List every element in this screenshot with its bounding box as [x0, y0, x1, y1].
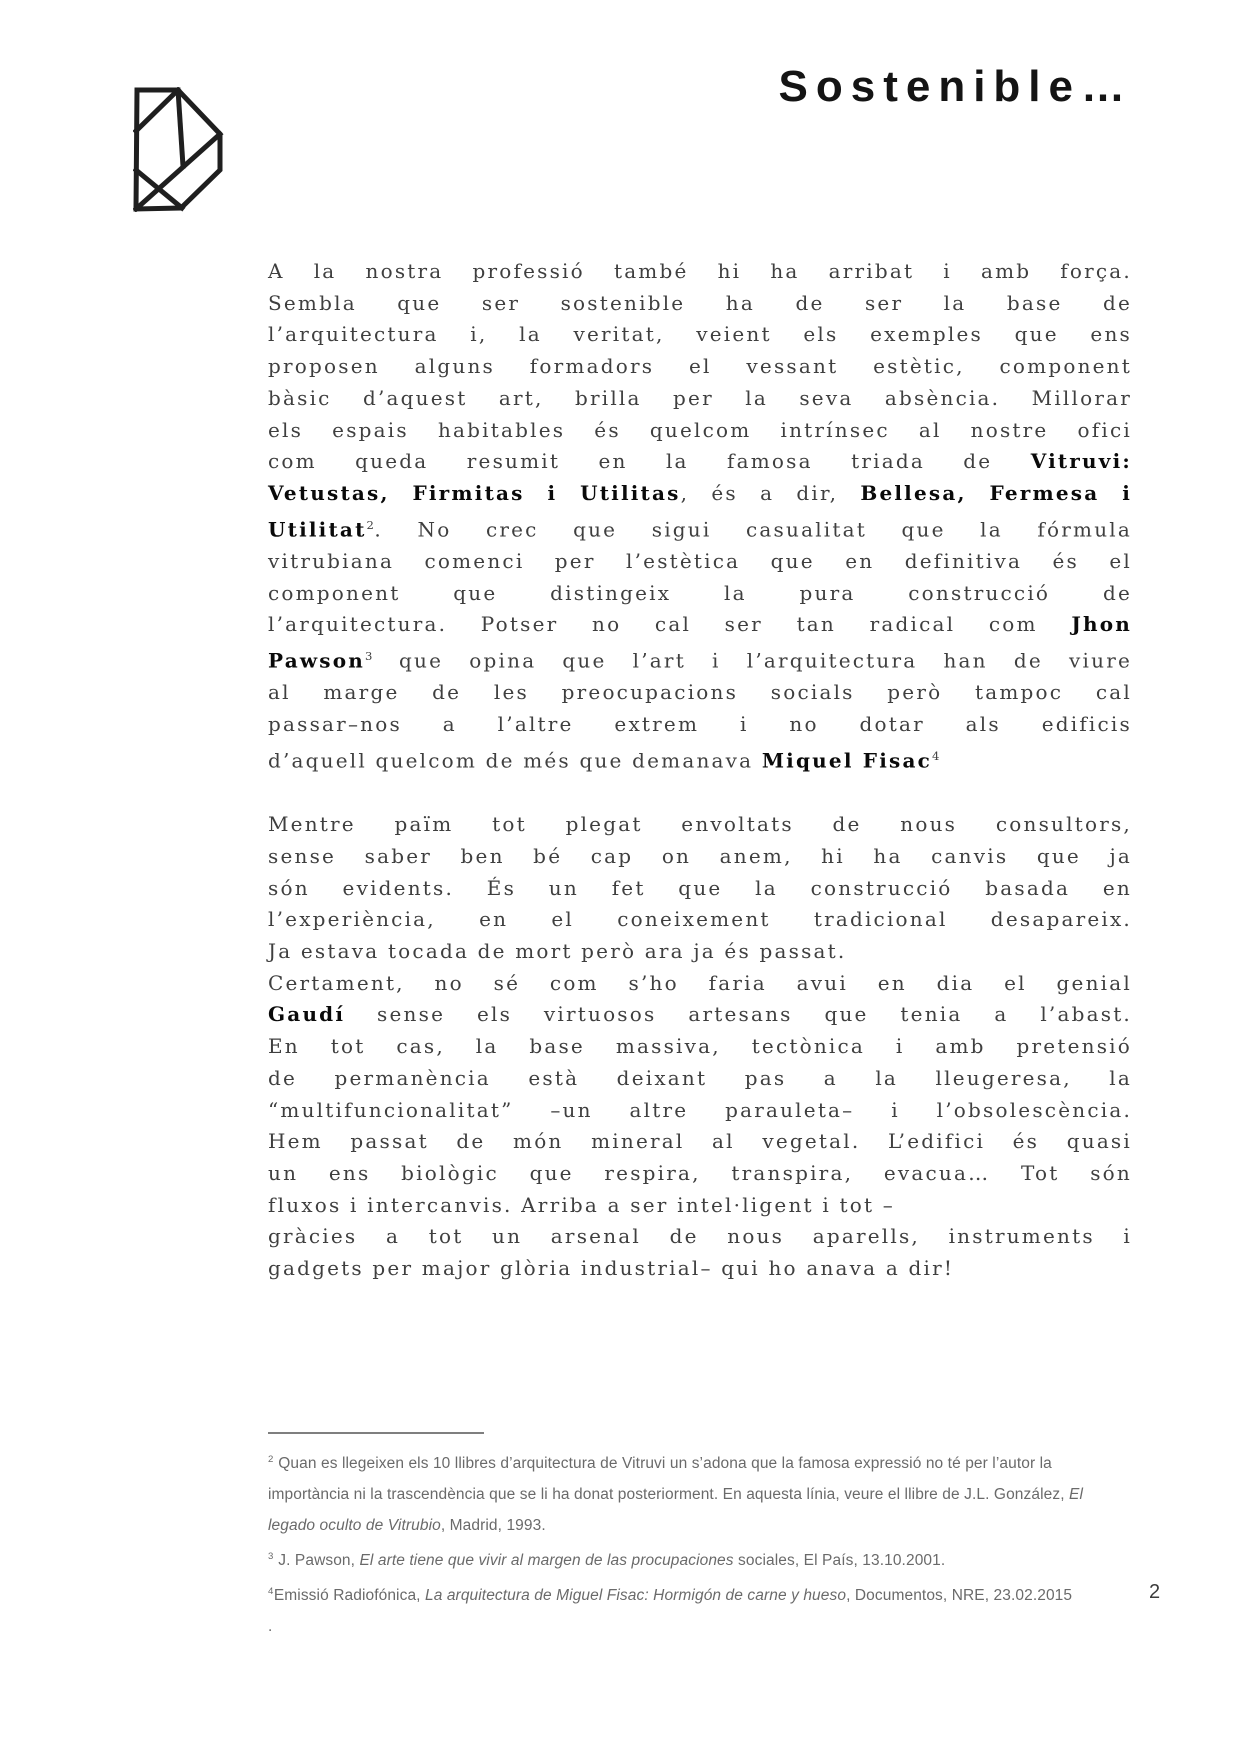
text-segment: A la nostra professió també hi ha arribat i amb força.: [268, 259, 1132, 283]
footnote: [268, 1576, 1134, 1611]
text-segment: gràcies a tot un arsenal de nous aparells, instruments i: [268, 1224, 1132, 1249]
text-segment: Quan es llegeixen els 10 llibres d’arquitectura de Vitruvi un s’adona que la famosa expressió no té per l’autor la importància ni la trascendència que se li ha donat posteriorment. En aquesta línia, veure el llibre de J.L. González,: [268, 1455, 1070, 1504]
text-line: [268, 288, 1132, 320]
body-text: [268, 256, 1132, 1285]
text-segment: que opina que l’art i l’arquitectura han de viure: [372, 648, 1132, 673]
text-segment: al marge de les preocupacions socials però tampoc cal: [268, 680, 1132, 705]
text-segment: , Documentos, NRE, 23.02.2015: [846, 1587, 1073, 1605]
text-line: [268, 1190, 1132, 1222]
emphasized-text: Miquel Fisac: [761, 748, 932, 773]
paragraph: [268, 809, 1132, 1285]
footnote: [268, 1444, 1134, 1541]
text-line: [268, 446, 1132, 478]
text-segment: “multifuncionalitat” –un altre parauleta– i l’obsolescència.: [268, 1097, 1132, 1122]
paragraph: [268, 256, 1132, 777]
text-segment: sense saber ben bé cap on anem, hi ha canvis que ja: [268, 843, 1132, 868]
page-title: Sostenible…: [778, 62, 1133, 111]
text-segment: .: [268, 1618, 273, 1636]
text-segment: component que distingeix la pura construcció de: [268, 580, 1132, 605]
footnotes: [268, 1444, 1134, 1642]
text-line: [268, 841, 1132, 873]
text-line: [268, 319, 1132, 351]
text-segment: proposen alguns formadors el vessant estètic, component: [268, 354, 1132, 379]
emphasized-text: Bellesa, Fermesa i: [860, 480, 1132, 505]
text-line: [268, 1031, 1132, 1063]
text-segment: són evidents. És un fet que la construcció basada en: [268, 875, 1132, 900]
text-segment: els espais habitables és quelcom intrínsec al nostre ofici: [268, 417, 1132, 442]
text-line: [268, 1221, 1132, 1253]
text-segment: fluxos i intercanvis. Arriba a ser intel·ligent i tot –: [268, 1192, 895, 1217]
page-number: 2: [1149, 1581, 1161, 1603]
text-segment: . No crec que sigui casualitat que la fórmula: [374, 517, 1132, 542]
text-line: [268, 709, 1132, 741]
text-segment: un ens biològic que respira, transpira, evacua… Tot són: [268, 1160, 1132, 1185]
footnote: [268, 1541, 1134, 1576]
emphasized-text: Vitruvi:: [1030, 449, 1132, 474]
text-segment: , és a dir,: [680, 480, 861, 505]
text-segment: vitrubiana comenci per l’estètica que en definitiva és el: [268, 548, 1132, 573]
text-segment: Sembla que ser sostenible ha de ser la base de: [268, 290, 1132, 315]
text-segment: l’arquitectura. Potser no cal ser tan radical com: [268, 612, 1072, 637]
text-segment: sense els virtuosos artesans que tenia a l’abast.: [345, 1002, 1132, 1027]
footnote-reference: 4: [268, 1586, 274, 1598]
text-segment: d’aquell quelcom de més que demanava: [268, 748, 762, 773]
text-line: [268, 578, 1132, 610]
text-line: [268, 1158, 1132, 1190]
text-line: [268, 546, 1132, 578]
text-line: [268, 741, 1132, 777]
text-line: [268, 641, 1132, 677]
footnote: [268, 1611, 1134, 1642]
emphasized-text: Pawson: [268, 648, 366, 673]
text-segment: En tot cas, la base massiva, tectònica i amb pretensió: [268, 1034, 1132, 1059]
text-segment: de permanència està deixant pas a la lleugeresa, la: [268, 1065, 1132, 1090]
footnote-reference: 3: [268, 1551, 274, 1563]
text-line: [268, 478, 1132, 510]
text-segment: Mentre païm tot plegat envoltats de nous consultors,: [268, 812, 1132, 837]
footnote-reference: 2: [366, 517, 375, 532]
logo: [133, 87, 225, 212]
text-segment: J. Pawson,: [273, 1552, 360, 1570]
geometric-d-logo-icon: [133, 87, 225, 212]
text-segment: com queda resumit en la famosa triada de: [268, 449, 1031, 474]
text-line: [268, 609, 1132, 641]
text-segment: bàsic d’aquest art, brilla per la seva absència. Millorar: [268, 385, 1132, 410]
text-line: [268, 999, 1132, 1031]
text-segment: gadgets per major glòria industrial– qui ho anava a dir!: [268, 1256, 955, 1281]
text-segment: Ja estava tocada de mort però ara ja és passat.: [268, 939, 847, 964]
emphasized-text: Utilitat: [268, 517, 367, 542]
text-segment: sociales, El País, 13.10.2001.: [733, 1552, 946, 1570]
text-line: [268, 256, 1132, 288]
emphasized-text: Gaudí: [268, 1002, 346, 1027]
text-segment: La arquitectura de Miguel Fisac: Hormigón de carne y hueso: [424, 1587, 847, 1605]
text-line: [268, 383, 1132, 415]
text-segment: El arte tiene que vivir al margen de las procupaciones: [359, 1552, 734, 1570]
text-segment: Certament, no sé com s’ho faria avui en dia el genial: [268, 970, 1132, 995]
footnote-reference: 3: [365, 649, 373, 664]
footnote-reference: 2: [268, 1454, 274, 1465]
text-segment: l’experiència, en el coneixement tradicional desapareix.: [268, 907, 1132, 932]
text-line: [268, 936, 1132, 968]
text-segment: Emissió Radiofónica,: [273, 1587, 425, 1605]
text-line: [268, 1253, 1132, 1285]
text-line: [268, 1063, 1132, 1095]
text-line: [268, 510, 1132, 546]
text-line: [268, 904, 1132, 936]
footnote-reference: 4: [931, 748, 940, 763]
emphasized-text: Vetustas, Firmitas i Utilitas: [268, 480, 681, 505]
text-line: [268, 1095, 1132, 1127]
text-line: [268, 1126, 1132, 1158]
text-line: [268, 809, 1132, 841]
text-segment: l’arquitectura i, la veritat, veient els exemples que ens: [268, 322, 1132, 347]
text-line: [268, 677, 1132, 709]
text-line: [268, 873, 1132, 905]
text-segment: El legado oculto de Vitrubio: [268, 1486, 1084, 1535]
text-segment: , Madrid, 1993.: [440, 1517, 546, 1535]
text-line: [268, 968, 1132, 1000]
footnote-separator: [268, 1432, 484, 1434]
emphasized-text: Jhon: [1071, 612, 1132, 637]
text-line: [268, 415, 1132, 447]
text-segment: Hem passat de món mineral al vegetal. L’edifici és quasi: [268, 1129, 1132, 1154]
text-line: [268, 351, 1132, 383]
text-segment: passar–nos a l’altre extrem i no dotar als edificis: [268, 712, 1132, 737]
